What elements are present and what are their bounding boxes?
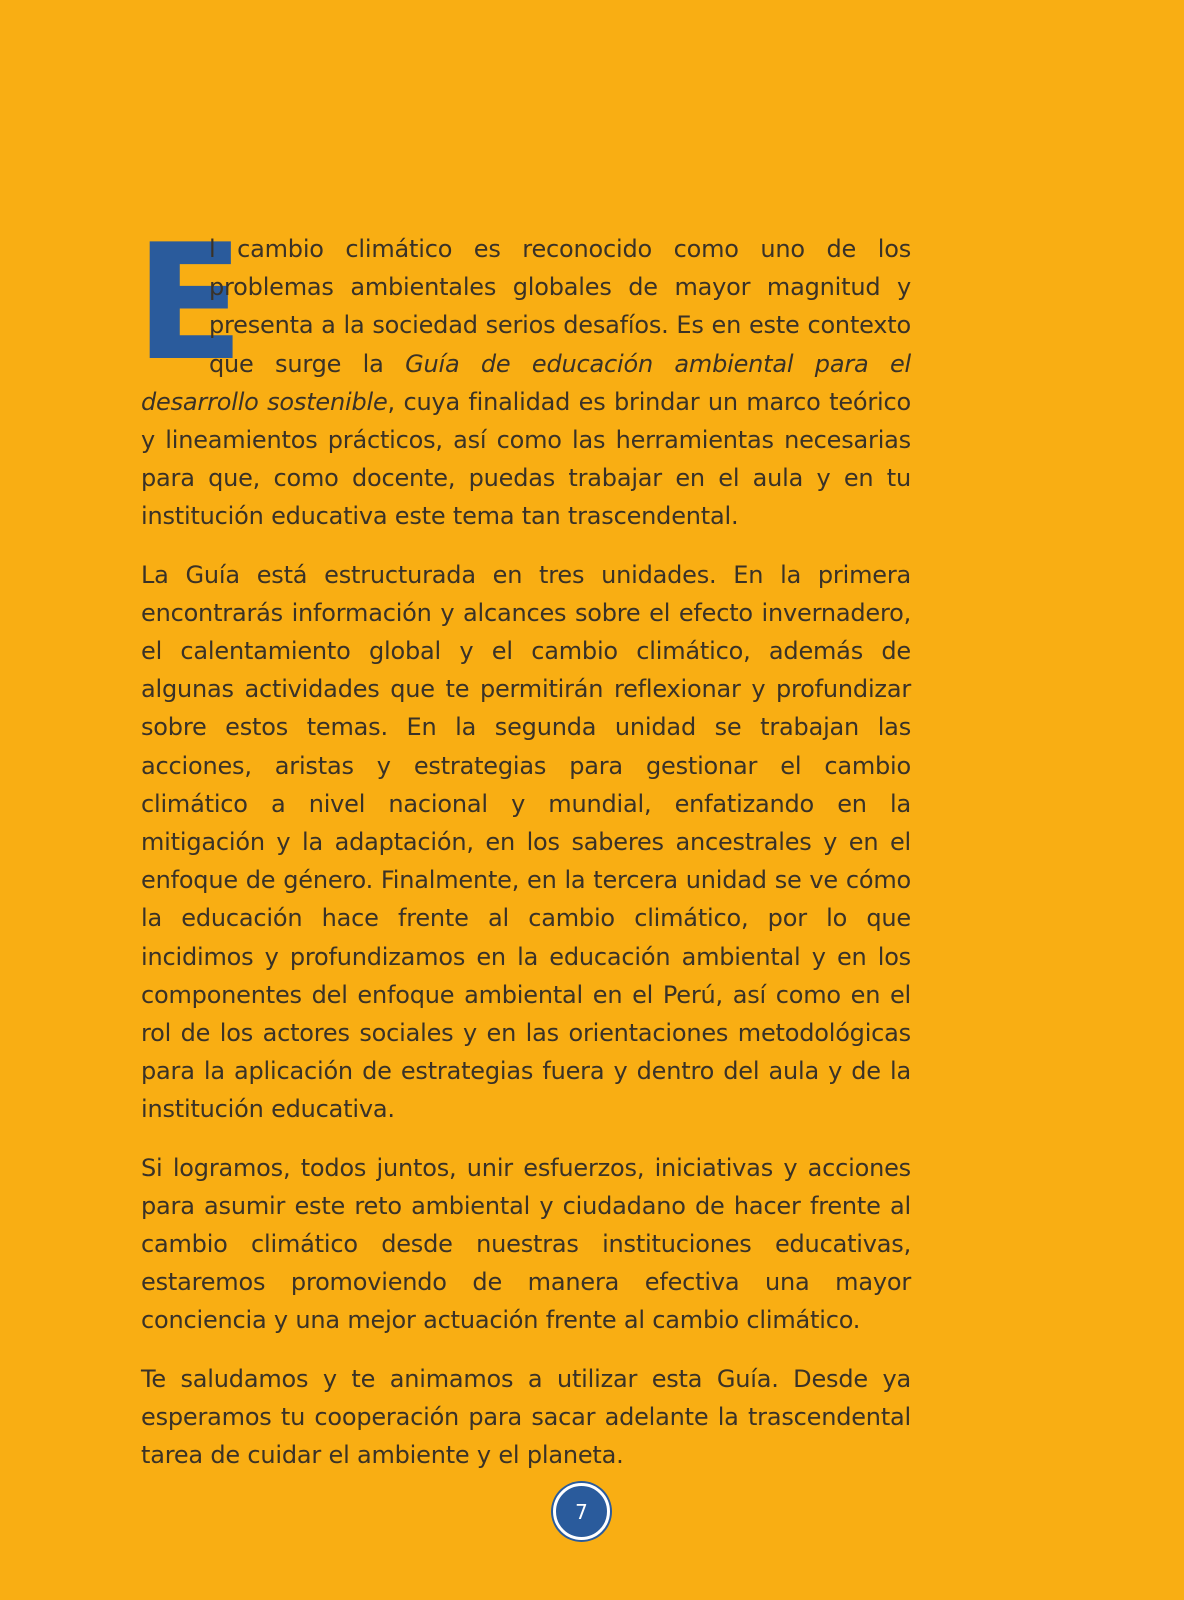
paragraph-greeting: Te saludamos y te animamos a utilizar esta Guía. Desde ya esperamos tu cooperación para sacar adelante la trascendental tarea de cuidar el ambiente y el planeta. [141,1364,911,1470]
paragraph-structure: La Guía está estructurada en tres unidades. En la primera encontrarás información y alcances sobre el efecto invernadero, el calentamiento global y el cambio climático, además de algunas actividades que te permitirán reflexionar y profundizar sobre estos temas. En la segunda unidad se trabajan las acciones, aristas y estrategias para gestionar el cambio climático a nivel nacional y mundial, enfatizando en la mitigación y la adaptación, en los saberes ancestrales y en el enfoque de género. Finalmente, en la tercera unidad se ve cómo la educación hace frente al cambio climático, por lo que incidimos y profundizamos en la educación ambiental y en los componentes del enfoque ambiental en el Perú, así como en el rol de los actores sociales y en las orientaciones metodológicas para la aplicación de estrategias fuera y dentro del aula y de la institución educativa. [141,560,911,1124]
guide-title: Guía de educación ambiental para el desarrollo sostenible [141,349,911,416]
page-number: 7 [575,1499,588,1524]
intro-paragraph [135,209,912,536]
page-body [135,209,912,1494]
intro-lead-text: l cambio climático es reconocido como uno de los problemas ambientales globales de mayor magnitud y presenta a la sociedad serios desafíos. Es en este contexto que surge la [209,235,911,378]
paragraph-effort: Si logramos, todos juntos, unir esfuerzos, iniciativas y acciones para asumir este reto ambiental y ciudadano de hacer frente al cambio climático desde nuestras instituciones educativas, estaremos promoviendo de manera efectiva una mayor conciencia y una mejor actuación frente al cambio climático. [141,1153,911,1335]
intro-rest-text: , cuya finalidad es brindar un marco teórico y lineamientos prácticos, así como las herramientas necesarias para que, como docente, puedas trabajar en el aula y en tu institución educativa este tema tan trascendental. [141,387,912,531]
page-number-badge [553,1483,610,1540]
dropcap-letter: E [135,209,245,396]
